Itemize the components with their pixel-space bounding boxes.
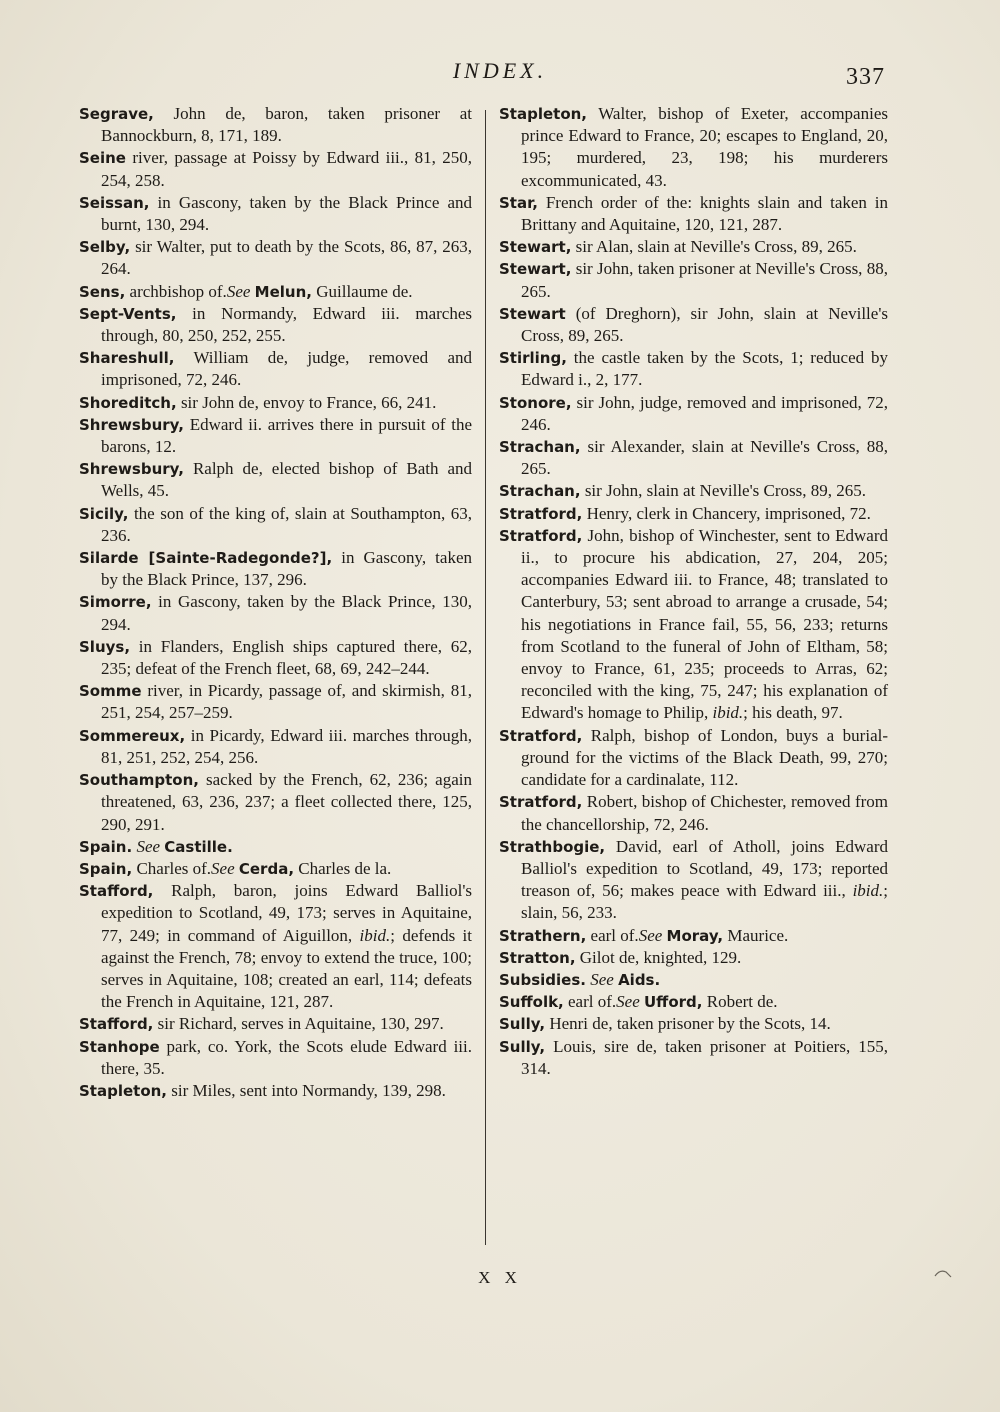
index-entry: [499, 480, 888, 502]
entry-text: (of Dreghorn), sir John, slain at Neville's Cross, 89, 265.: [521, 303, 888, 346]
index-entry: [79, 680, 472, 724]
cross-reference: Aids.: [618, 970, 661, 989]
index-entry: [499, 1013, 888, 1035]
index-entry: [79, 636, 472, 680]
entry-text: sir Miles, sent into Normandy, 139, 298.: [167, 1080, 446, 1100]
entry-headword: Sens,: [79, 282, 126, 301]
entry-text: Gilot de, knighted, 129.: [575, 947, 742, 967]
index-entry: [79, 547, 472, 591]
index-entry: [79, 147, 472, 191]
see-also-label: See: [638, 925, 663, 945]
entry-headword: Stratford,: [499, 504, 583, 523]
entry-text: ; slain, 56, 233.: [521, 881, 888, 923]
entry-text: ; defends it against the French, 78; envoy to extend the truce, 100; serves in Aquitaine, 108; created an earl, 114; defeats the French in Aquitaine, 121, 287.: [101, 925, 472, 1012]
entry-text: sir Alan, slain at Neville's Cross, 89, 265.: [571, 237, 857, 257]
entry-headword: Stanhope: [79, 1037, 160, 1056]
entry-text: sir John, taken prisoner at Neville's Cross, 88, 265.: [521, 259, 888, 301]
entry-headword: Stratton,: [499, 948, 576, 967]
entry-text: Edward ii. arrives there in pursuit of the barons, 12.: [101, 414, 472, 457]
entry-headword: Seine: [79, 149, 126, 168]
entry-text: Robert de.: [702, 992, 778, 1012]
entry-text: sir Richard, serves in Aquitaine, 130, 297.: [153, 1014, 444, 1034]
entry-text: in Flanders, English ships captured there, 62, 235; defeat of the French fleet, 68, 69, 242–244.: [101, 636, 472, 679]
entry-headword: Star,: [499, 193, 538, 212]
index-entry: [499, 303, 888, 347]
index-entry: [499, 392, 888, 436]
signature-mark: X X: [478, 1268, 522, 1287]
index-entry: [79, 103, 472, 147]
index-entry: [499, 236, 888, 258]
entry-headword: Stewart: [499, 304, 566, 323]
index-entry: [79, 769, 472, 836]
entry-text: John, bishop of Winchester, sent to Edward ii., to procure his abdication, 27, 204, 205; accompanies Edward iii. to France, 48; translated to Canterbury, 53; sent abroad to arrange a crusade, 54; his negotiations in France fail, 55, 56, 233; returns from Scotland to the funeral of John of Eltham, 58; envoy to France, 61, 235; proceeds to Arras, 62; reconciled with the king, 75, 247; his explanation of Edward's homage to Philip,: [521, 525, 888, 723]
index-entry: [79, 236, 472, 280]
see-also-label: See: [590, 969, 614, 989]
entry-text: Ralph, baron, joins Edward Balliol's expedition to Scotland, 49, 173; serves in Aquitaine, 77, 249; in command of Aiguillon,: [101, 881, 472, 945]
entry-text: in Gascony, taken by the Black Prince and burnt, 130, 294.: [101, 192, 472, 235]
index-entry: [499, 947, 888, 969]
entry-headword: Strachan,: [499, 482, 581, 501]
entry-text: archbishop of.: [125, 281, 227, 301]
entry-text: sir John de, envoy to France, 66, 241.: [176, 392, 437, 412]
index-entry: [79, 392, 472, 414]
see-also-label: See: [211, 858, 235, 878]
entry-headword: Simorre,: [79, 593, 152, 612]
index-entry: [79, 281, 472, 303]
entry-headword: Sully,: [499, 1015, 546, 1034]
index-entry: [79, 1036, 472, 1080]
index-entry: [79, 303, 472, 347]
entry-text: Guillaume de.: [311, 281, 413, 301]
entry-headword: Sicily,: [79, 504, 129, 523]
entry-headword: Spain,: [79, 859, 133, 878]
entry-headword: Stewart,: [499, 260, 572, 279]
entry-text: in Gascony, taken by the Black Prince, 137, 296.: [101, 548, 472, 590]
index-entry: [499, 725, 888, 792]
entry-text: Charles of.: [132, 858, 212, 878]
cross-reference: Castille.: [164, 837, 233, 856]
entry-headword: Seissan,: [79, 193, 150, 212]
entry-text: Louis, sire de, taken prisoner at Poitiers, 155, 314.: [521, 1036, 888, 1078]
entry-text: park, co. York, the Scots elude Edward iii. there, 35.: [101, 1036, 472, 1078]
entry-headword: Stirling,: [499, 349, 567, 368]
entry-text: in Gascony, taken by the Black Prince, 130, 294.: [101, 592, 472, 634]
entry-text: William de, judge, removed and imprisoned, 72, 246.: [101, 348, 472, 390]
entry-headword: Stapleton,: [499, 105, 588, 123]
index-entry: [499, 791, 888, 835]
entry-headword: Stafford,: [79, 1015, 154, 1034]
entry-text: Ralph de, elected bishop of Bath and Wells, 45.: [101, 459, 472, 501]
index-entry: [499, 103, 888, 192]
entry-headword: Stapleton,: [79, 1081, 168, 1100]
index-entry: [79, 1013, 472, 1035]
entry-text: Robert, bishop of Chichester, removed from the chancellorship, 72, 246.: [521, 792, 888, 834]
entry-headword: Suffolk,: [499, 993, 564, 1012]
entry-headword: Strachan,: [499, 438, 581, 457]
entry-text: in Picardy, Edward iii. marches through, 81, 251, 252, 254, 256.: [101, 725, 472, 767]
entry-text: Walter, bishop of Exeter, accompanies prince Edward to France, 20; escapes to England, 20, 195; murdered, 23, 198; his murderers excommunicated, 43.: [521, 104, 888, 190]
entry-headword: Strathern,: [499, 926, 587, 945]
cross-reference: Melun,: [254, 282, 312, 301]
entry-headword: Silarde [Sainte-Radegonde?],: [79, 549, 333, 568]
index-entry: [499, 969, 888, 991]
entry-text: ; his death, 97.: [743, 703, 843, 723]
entry-text: the son of the king of, slain at Southampton, 63, 236.: [101, 503, 472, 545]
entry-headword: Subsidies.: [499, 970, 586, 989]
entry-text: sir John, slain at Neville's Cross, 89, 265.: [580, 481, 867, 501]
index-entry: [79, 858, 472, 880]
entry-headword: Strathbogie,: [499, 837, 606, 856]
entry-text: sir John, judge, removed and imprisoned, 72, 246.: [521, 392, 888, 434]
see-also-label: See: [616, 992, 640, 1012]
entry-headword: Stratford,: [499, 793, 583, 812]
left-column: [79, 103, 472, 1102]
index-entry: [499, 925, 888, 947]
column-divider: [485, 110, 486, 1245]
entry-text: Ralph, bishop of London, buys a burial-ground for the victims of the Black Death, 99, 270; candidate for a cardinalate, 112.: [521, 725, 888, 790]
cross-reference: Cerda,: [238, 859, 295, 878]
entry-text: river, passage at Poissy by Edward iii., 81, 250, 254, 258.: [101, 148, 472, 190]
index-entry: [499, 258, 888, 302]
index-entry: [499, 1036, 888, 1080]
index-entry: [499, 991, 888, 1013]
index-entry: [79, 880, 472, 1013]
ink-speck: [934, 1268, 952, 1278]
entry-text: earl of.: [586, 925, 639, 945]
index-entry: [79, 458, 472, 502]
entry-headword: Stratford,: [499, 726, 583, 745]
entry-headword: Sept-Vents,: [79, 304, 177, 323]
page-number: 337: [846, 64, 885, 90]
entry-headword: Somme: [79, 682, 142, 701]
index-entry: [79, 347, 472, 391]
index-entry: [79, 1080, 472, 1102]
cross-reference: Moray,: [666, 926, 724, 945]
index-entry: [499, 347, 888, 391]
entry-text: sacked by the French, 62, 236; again threatened, 63, 236, 237; a fleet collected there, 125, 290, 291.: [101, 770, 472, 834]
cross-reference: Ufford,: [644, 993, 703, 1012]
entry-headword: Stratford,: [499, 526, 583, 545]
entry-headword: Sully,: [499, 1037, 546, 1056]
index-entry: [499, 525, 888, 725]
entry-headword: Selby,: [79, 238, 131, 257]
index-entry: [79, 725, 472, 769]
entry-text: river, in Picardy, passage of, and skirmish, 81, 251, 254, 257–259.: [101, 681, 472, 723]
entry-headword: Stewart,: [499, 238, 572, 257]
entry-headword: Shrewsbury,: [79, 460, 184, 479]
see-also-label: See: [136, 836, 161, 856]
entry-headword: Shrewsbury,: [79, 415, 184, 434]
entry-text: Maurice.: [723, 925, 789, 945]
see-also-label: See: [226, 281, 251, 301]
ibid-label: ibid.: [852, 881, 884, 901]
entry-text: in Normandy, Edward iii. marches through, 80, 250, 252, 255.: [101, 303, 472, 346]
entry-text: French order of the: knights slain and taken in Brittany and Aquitaine, 120, 121, 287.: [521, 192, 888, 235]
index-entry: [499, 192, 888, 236]
right-column: [499, 103, 888, 1080]
index-entry: [79, 414, 472, 458]
index-entry: [79, 503, 472, 547]
entry-text: John de, baron, taken prisoner at Bannockburn, 8, 171, 189.: [101, 104, 472, 146]
entry-headword: Sommereux,: [79, 726, 186, 745]
entry-text: sir Walter, put to death by the Scots, 86, 87, 263, 264.: [101, 237, 472, 279]
entry-text: Henry, clerk in Chancery, imprisoned, 72.: [582, 503, 871, 523]
index-entry: [79, 591, 472, 635]
entry-headword: Stafford,: [79, 882, 154, 901]
entry-headword: Segrave,: [79, 105, 154, 123]
running-head: INDEX.: [452, 58, 548, 83]
entry-headword: Southampton,: [79, 771, 199, 790]
entry-text: Charles de la.: [294, 858, 392, 878]
index-entry: [79, 192, 472, 236]
index-entry: [79, 836, 472, 858]
entry-headword: Spain.: [79, 837, 133, 856]
entry-headword: Shareshull,: [79, 349, 175, 368]
ibid-label: ibid.: [359, 925, 391, 945]
ibid-label: ibid.: [712, 703, 744, 723]
entry-text: Henri de, taken prisoner by the Scots, 14.: [545, 1014, 831, 1034]
entry-text: David, earl of Atholl, joins Edward Balliol's expedition to Scotland, 49, 173; reported treason of, 56; makes peace with Edward iii.,: [521, 836, 888, 901]
entry-headword: Sluys,: [79, 637, 131, 656]
entry-text: the castle taken by the Scots, 1; reduced by Edward i., 2, 177.: [521, 348, 888, 390]
index-entry: [499, 503, 888, 525]
index-entry: [499, 836, 888, 925]
index-entry: [499, 436, 888, 480]
entry-text: sir Alexander, slain at Neville's Cross, 88, 265.: [521, 437, 888, 479]
entry-text: earl of.: [563, 992, 617, 1012]
entry-headword: Shoreditch,: [79, 393, 177, 412]
entry-headword: Stonore,: [499, 393, 572, 412]
